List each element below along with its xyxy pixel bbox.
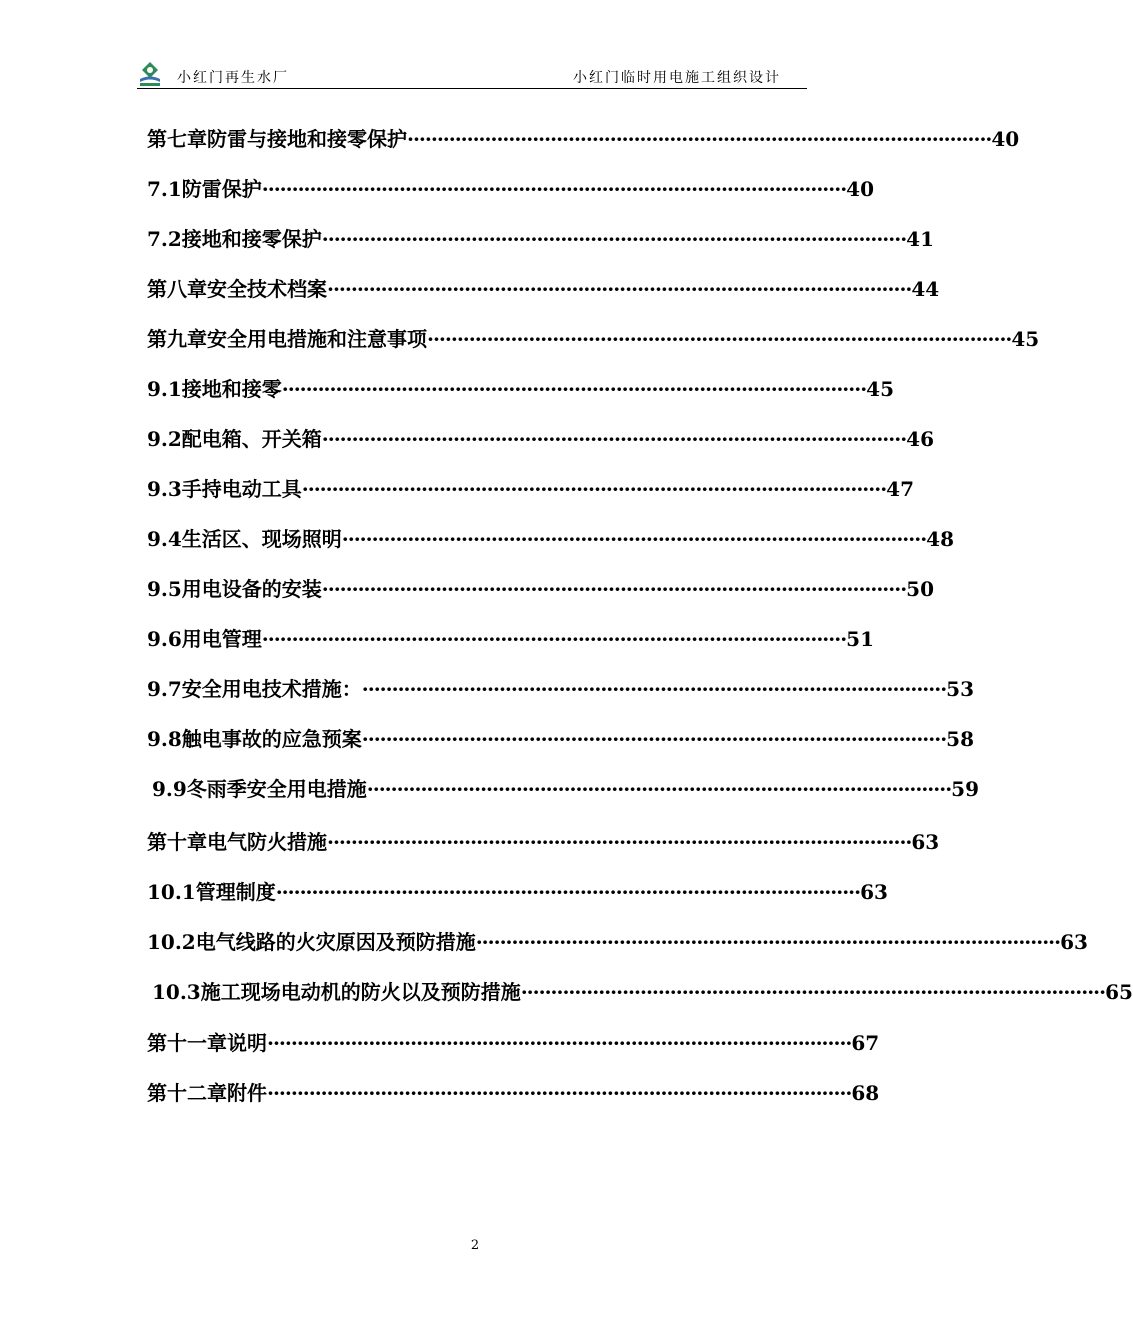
toc-label: 9.2 <box>147 427 182 451</box>
toc-leader: ·································································································· <box>475 930 1061 954</box>
toc-page: 51 <box>846 627 875 651</box>
toc-title: 用电设备的安装 <box>181 577 322 601</box>
toc-page: 45 <box>1011 327 1040 351</box>
toc-title: 触电事故的应急预案 <box>181 727 362 751</box>
header-left-text: 小红门再生水厂 <box>177 70 289 86</box>
toc-leader: ·································································································· <box>520 980 1106 1004</box>
toc-label: 10.2 <box>147 930 196 954</box>
toc-entry[interactable] <box>147 877 888 907</box>
toc-page: 44 <box>911 277 940 301</box>
toc-label: 9.8 <box>147 727 182 751</box>
toc-label: 10.1 <box>147 880 196 904</box>
toc-leader: ·································································································· <box>321 227 907 251</box>
toc-title: 手持电动工具 <box>181 477 302 501</box>
toc-title: 附件 <box>227 1081 267 1105</box>
toc-title: 防雷与接地和接零保护 <box>207 127 407 151</box>
toc-leader: ·································································································· <box>321 427 907 451</box>
toc-title: 管理制度 <box>195 880 276 904</box>
page-number: 2 <box>470 1238 480 1253</box>
toc-entry[interactable] <box>147 124 1020 154</box>
toc-label: 9.1 <box>147 377 182 401</box>
toc-title: 生活区、现场照明 <box>181 527 342 551</box>
toc-leader: ·································································································· <box>327 830 912 854</box>
toc-page: 58 <box>946 727 975 751</box>
toc-leader: ·································································································· <box>261 627 847 651</box>
toc-entry[interactable] <box>147 1078 880 1108</box>
toc-entry[interactable] <box>147 927 1088 957</box>
toc-page: 65 <box>1105 980 1133 1004</box>
toc-entry[interactable] <box>147 524 955 554</box>
toc-leader: ·································································································· <box>321 577 907 601</box>
toc-title: 接地和接零保护 <box>181 227 322 251</box>
toc-page: 48 <box>926 527 955 551</box>
toc-label: 10.3 <box>152 980 201 1004</box>
toc-page: 41 <box>906 227 935 251</box>
toc-page: 45 <box>866 377 895 401</box>
toc-entry[interactable] <box>147 274 940 304</box>
toc-leader: ·································································································· <box>281 377 867 401</box>
toc-entry[interactable] <box>147 224 935 254</box>
toc-label: 9.7 <box>147 677 182 701</box>
toc-page: 63 <box>1060 930 1088 954</box>
toc-label: 7.1 <box>147 177 182 201</box>
toc-page: 63 <box>911 830 940 854</box>
toc-label: 第七章 <box>147 127 207 151</box>
toc-leader: ·································································································· <box>427 327 1012 351</box>
toc-label: 第九章 <box>147 327 207 351</box>
toc-title: 电气防火措施 <box>207 830 327 854</box>
toc-title: 安全技术档案 <box>207 277 327 301</box>
toc-entry[interactable] <box>147 827 940 857</box>
toc-label: 9.9 <box>152 777 187 801</box>
toc-title: 配电箱、开关箱 <box>181 427 322 451</box>
toc-title: 电气线路的火灾原因及预防措施 <box>195 930 476 954</box>
company-logo-icon <box>137 60 163 88</box>
toc-title: 安全用电技术措施： <box>181 677 362 701</box>
toc-entry[interactable] <box>147 424 935 454</box>
toc-entry[interactable] <box>147 674 975 704</box>
toc-page: 63 <box>860 880 888 904</box>
toc-leader: ·································································································· <box>361 677 947 701</box>
toc-label: 第十章 <box>147 830 207 854</box>
toc-label: 第十一章 <box>147 1031 227 1055</box>
toc-leader: ·································································································· <box>275 880 861 904</box>
toc-label: 7.2 <box>147 227 182 251</box>
toc-leader: ·································································································· <box>267 1081 852 1105</box>
toc-leader: ·································································································· <box>327 277 912 301</box>
toc-entry[interactable] <box>152 977 1133 1007</box>
toc-title: 冬雨季安全用电措施 <box>186 777 367 801</box>
toc-title: 安全用电措施和注意事项 <box>207 327 427 351</box>
toc-label: 9.6 <box>147 627 182 651</box>
toc-label: 第十二章 <box>147 1081 227 1105</box>
toc-entry[interactable] <box>147 374 895 404</box>
toc-entry[interactable] <box>147 624 875 654</box>
toc-title: 防雷保护 <box>181 177 262 201</box>
toc-page: 67 <box>851 1031 880 1055</box>
toc-entry[interactable] <box>152 774 980 804</box>
header-right-text: 小红门临时用电施工组织设计 <box>573 70 781 86</box>
toc-entry[interactable] <box>147 174 875 204</box>
toc-leader: ·································································································· <box>261 177 847 201</box>
toc-entry[interactable] <box>147 324 1040 354</box>
toc-leader: ·································································································· <box>366 777 952 801</box>
toc-entry[interactable] <box>147 724 975 754</box>
toc-page: 50 <box>906 577 935 601</box>
toc-page: 68 <box>851 1081 880 1105</box>
toc-page: 40 <box>991 127 1020 151</box>
toc-label: 9.5 <box>147 577 182 601</box>
toc-page: 47 <box>886 477 915 501</box>
toc-leader: ·································································································· <box>341 527 927 551</box>
toc-leader: ·································································································· <box>361 727 947 751</box>
toc-page: 59 <box>951 777 980 801</box>
toc-title: 说明 <box>227 1031 267 1055</box>
toc-label: 9.4 <box>147 527 182 551</box>
toc-title: 施工现场电动机的防火以及预防措施 <box>200 980 521 1004</box>
toc-entry[interactable] <box>147 474 915 504</box>
toc-entry[interactable] <box>147 1028 880 1058</box>
toc-leader: ·································································································· <box>407 127 992 151</box>
toc-label: 9.3 <box>147 477 182 501</box>
toc-title: 接地和接零 <box>181 377 282 401</box>
toc-title: 用电管理 <box>181 627 262 651</box>
page-header <box>137 58 807 89</box>
toc-page: 46 <box>906 427 935 451</box>
toc-page: 53 <box>946 677 975 701</box>
toc-leader: ·································································································· <box>267 1031 852 1055</box>
toc-leader: ·································································································· <box>301 477 887 501</box>
toc-entry[interactable] <box>147 574 935 604</box>
toc-label: 第八章 <box>147 277 207 301</box>
toc-page: 40 <box>846 177 875 201</box>
